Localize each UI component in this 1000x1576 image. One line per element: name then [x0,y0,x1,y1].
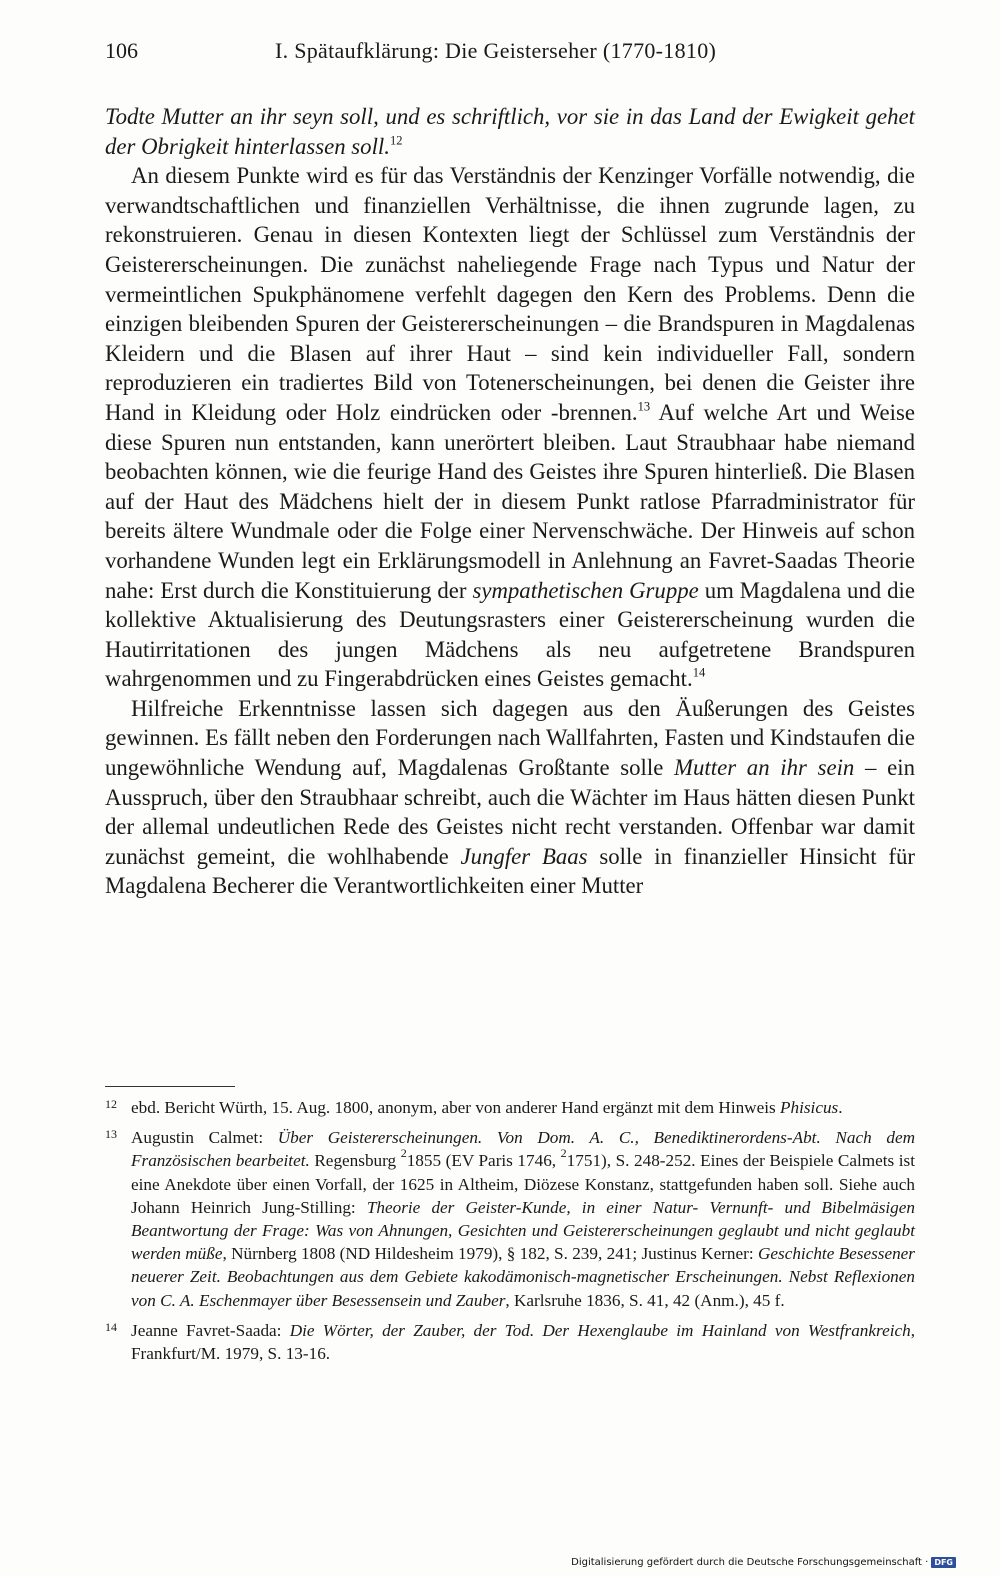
paragraph-quote-continuation [105,102,915,161]
paragraph-1-text-a: An diesem Punkte wird es für das Verständnis der Kenzinger Vorfälle notwendig, die verwandtschaftlichen und finanziellen Verhältnisse, die ihnen zugrunde lagen, zu rekonstruieren. Genau in diesen Kontexten liegt der Schlüssel zum Verständnis der Geistererscheinungen. Die zunächst naheliegende Frage nach Typus und Natur der vermeintlichen Spukphänomene verfehlt dagegen den Kern des Problems. Denn die einzigen bleibenden Spuren der Geistererscheinungen – die Brandspuren in Magdalenas Kleidern und die Blasen auf ihrer Haut – sind kein individueller Fall, sondern reproduzieren ein tradiertes Bild von Totenerscheinungen, bei denen die Geister ihre Hand in Kleidung oder Holz eindrücken oder -brennen. [105,163,915,425]
running-header [105,38,915,68]
footnote-title: Über Geistererscheinungen. Von Dom. A. C., Benediktinerordens-Abt. Nach dem Französischen bearbeitet. [131,1128,915,1171]
dfg-logo: DFG [931,1557,956,1568]
paragraph-2 [105,694,915,901]
paragraph-1 [105,161,915,694]
footnote-ref-14[interactable]: 14 [692,665,706,680]
footnote-title: Geschichte Besessener neuerer Zeit. Beobachtungen aus dem Gebiete kakodämonisch-magnetischer Erscheinungen. Nebst Reflexionen von C. A. Eschenmayer über Besessensein und Zauber [131,1244,915,1310]
page-number: 106 [105,38,138,63]
digitization-credit [571,1557,956,1568]
footnote-ref-12[interactable]: 12 [389,133,403,148]
paragraph-1-text-c: um Magdalena und die kollektive Aktualisierung des Deutungsrasters einer Geistererscheinung wurden die Hautirritationen des jungen Mädchens als neu aufgetretene Brandspuren wahrgenommen und zu Fingerabdrücken eines Geistes gemacht. [105,577,915,692]
paragraph-1-emphasis: sympathetischen Gruppe [472,577,699,603]
edition-superscript: 2 [400,1146,407,1161]
running-title: I. Spätaufklärung: Die Geisterseher (1770-1810) [275,38,717,63]
footnote-text: ebd. Bericht Würth, 15. Aug. 1800, anonym, aber von anderer Hand ergänzt mit dem Hinweis [131,1098,780,1117]
paragraph-2-emphasis-2: Jungfer Baas [460,843,588,869]
footnote-title: Die Wörter, der Zauber, der Tod. Der Hexenglaube im Hainland von Westfrankreich [289,1320,911,1340]
main-text [105,102,915,901]
quote-text: Todte Mutter an ihr seyn soll, und es schriftlich, vor sie in das Land der Ewigkeit gehet der Obrigkeit hinterlassen soll. [105,104,915,159]
footnote-13 [105,1126,915,1312]
footnote-text: 1855 (EV Paris 1746, [406,1151,561,1171]
footnote-text: , Nürnberg 1808 (ND Hildesheim 1979), § 182, S. 239, 241; Justinus Kerner: [222,1244,758,1264]
paragraph-2-text-c: solle in finanzieller Hinsicht für Magdalena Becherer die Verantwortlichkeiten einer Mutter [105,843,916,899]
paragraph-2-text-a: Hilfreiche Erkenntnisse lassen sich dagegen aus den Äußerungen des Geistes gewinnen. Es fällt neben den Forderungen nach Wallfahrten, Fasten und Kindstaufen die ungewöhnliche Wendung auf, Magdalenas Großtante solle [105,695,915,781]
footnote-14 [105,1319,915,1365]
footnote-text: , Frankfurt/M. 1979, S. 13-16. [131,1320,916,1364]
footnote-title: Theorie der Geister-Kunde, in einer Natur- Vernunft- und Bibelmäsigen Beantwortung der Frage: Was von Ahnungen, Gesichten und Geistererscheinungen geglaubt und nicht geglaubt werden müße [131,1197,915,1264]
paragraph-1-text-b: Auf welche Art und Weise diese Spuren nun entstanden, kann unerörtert bleiben. Laut Straubhaar habe niemand beobachten können, wie die feurige Hand des Geistes ihre Spuren hinterließ. Die Blasen auf der Haut des Mädchens hielt der in diesem Punkt ratlose Pfarradministrator für bereits ältere Wundmale oder die Folge einer Nervenschwäche. Der Hinweis auf schon vorhandene Wunden legt ein Erklärungsmodell in Anlehnung an Favret-Saadas Theorie nahe: Erst durch die Konstituierung der [105,399,915,603]
digitization-credit-text: Digitalisierung gefördert durch die Deutsche Forschungsgemeinschaft · [571,1557,929,1568]
footnote-12 [105,1096,915,1119]
footnote-number: 12 [105,1097,117,1111]
footnote-text: , Karlsruhe 1836, S. 41, 42 (Anm.), 45 f. [505,1290,785,1310]
footnote-text: . [838,1098,843,1117]
footnote-divider [105,1086,235,1087]
footnote-number: 13 [105,1127,117,1142]
footnote-text: Regensburg [309,1151,401,1171]
footnotes [105,1096,915,1372]
paragraph-2-text-b: – ein Ausspruch, über den Straubhaar schreibt, auch die Wächter im Haus hätten diesen Punkt der allemal undeutlichen Rede des Geistes nicht recht verstanden. Offenbar war damit zunächst gemeint, die wohlhabende [105,755,915,869]
footnote-text: 1751), S. 248-252. Eines der Beispiele Calmets ist eine Anekdote über einen Vorfall, der 1625 in Altheim, Diözese Konstanz, stattgefunden haben soll. Siehe auch Johann Heinrich Jung-Stilling: [131,1151,916,1217]
footnote-number: 14 [105,1319,117,1334]
paragraph-2-emphasis-1: Mutter an ihr sein [674,755,855,781]
footnote-text: Jeanne Favret-Saada: [131,1320,290,1340]
edition-superscript: 2 [560,1146,567,1161]
footnote-emphasis: Phisicus [780,1098,839,1117]
footnote-ref-13[interactable]: 13 [637,399,651,414]
footnote-text: Augustin Calmet: [131,1128,278,1148]
